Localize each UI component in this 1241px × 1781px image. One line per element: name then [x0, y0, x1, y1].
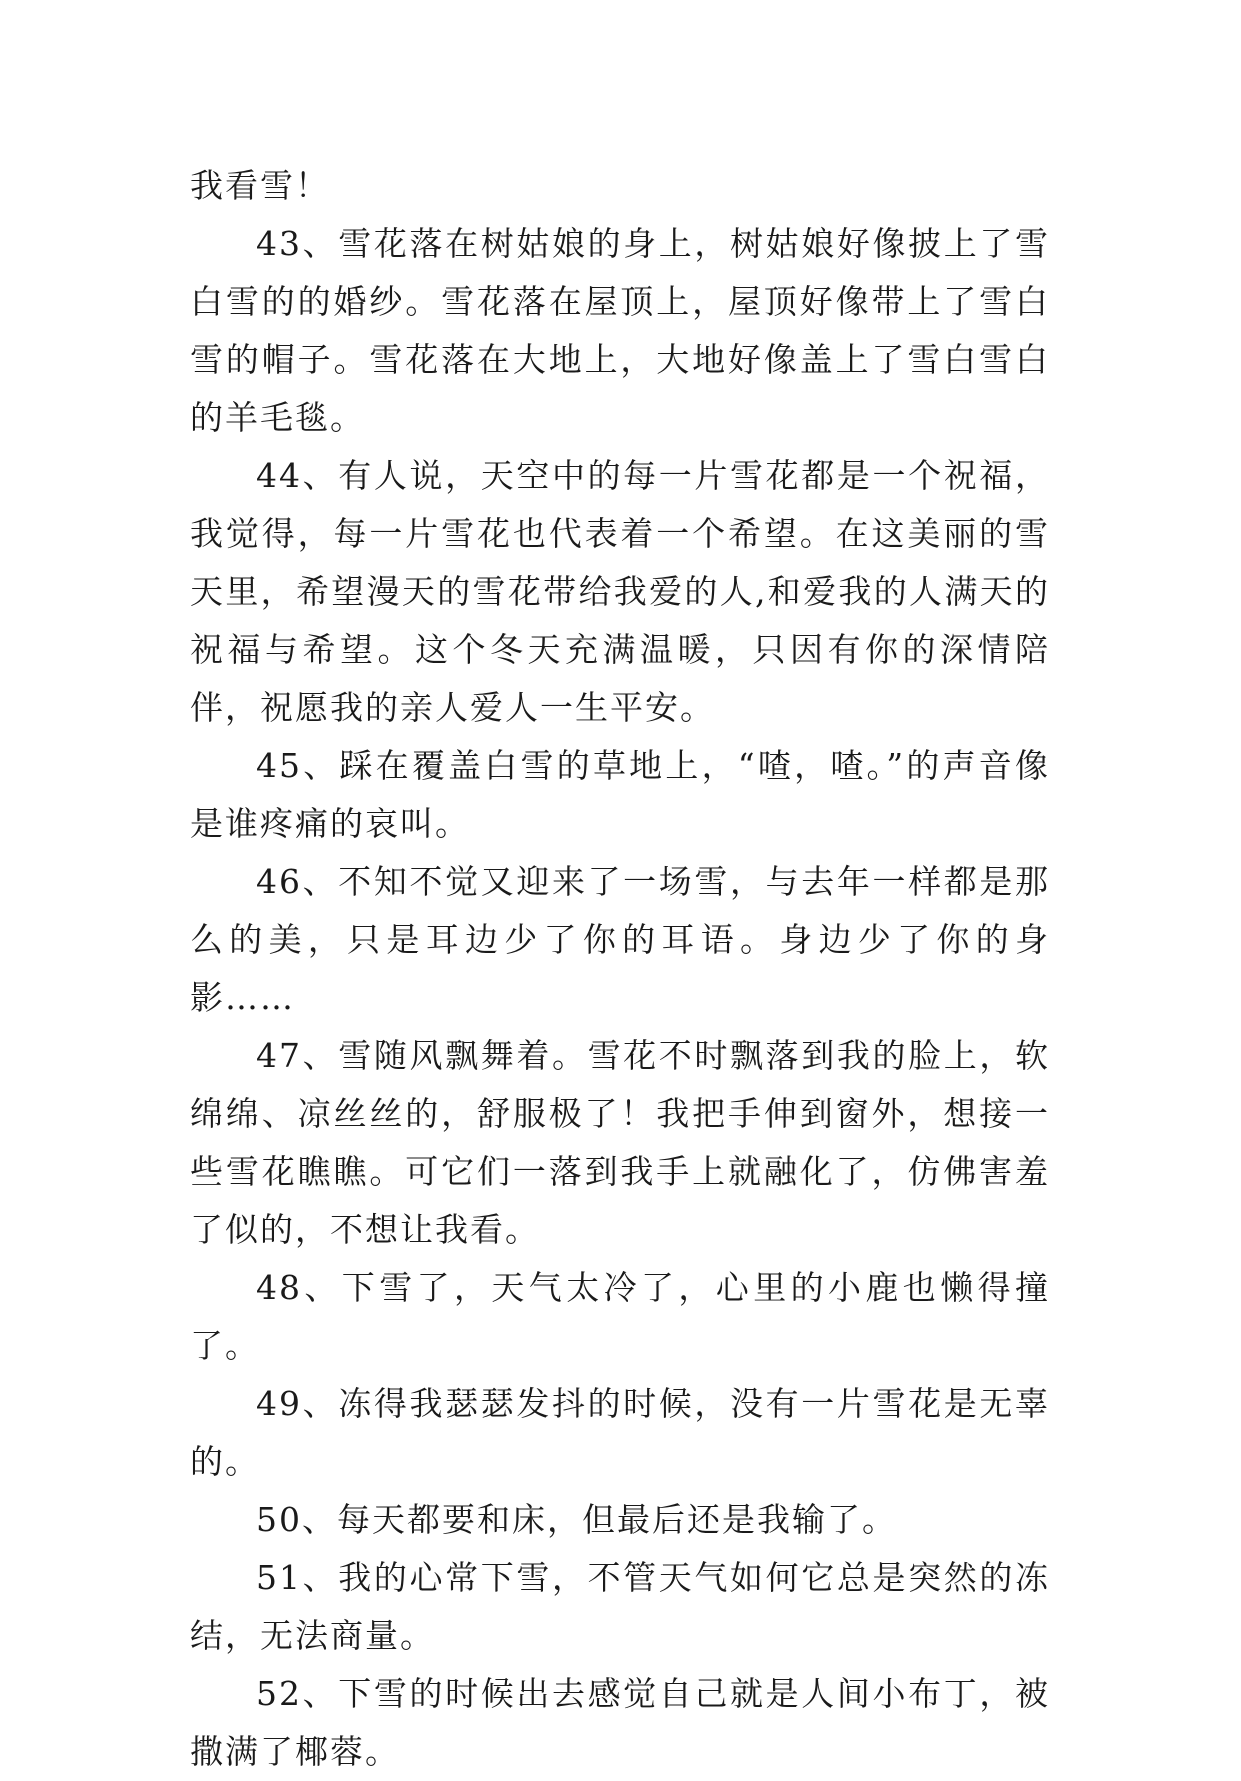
paragraph-48: 48、下雪了，天气太冷了，心里的小鹿也懒得撞了。	[190, 1268, 1050, 1365]
paragraph-46: 46、不知不觉又迎来了一场雪，与去年一样都是那么的美，只是耳边少了你的耳语。身边少了你的身影……	[190, 862, 1050, 1017]
paragraph-43: 43、雪花落在树姑娘的身上，树姑娘好像披上了雪白雪的的婚纱。雪花落在屋顶上，屋顶好像带上了雪白雪的帽子。雪花落在大地上，大地好像盖上了雪白雪白的羊毛毯。	[190, 224, 1050, 437]
paragraph-44: 44、有人说，天空中的每一片雪花都是一个祝福，我觉得，每一片雪花也代表着一个希望。在这美丽的雪天里，希望漫天的雪花带给我爱的人,和爱我的人满天的祝福与希望。这个冬天充满温暖，只因有你的深情陪伴，祝愿我的亲人爱人一生平安。	[190, 456, 1050, 727]
paragraph-50: 50、每天都要和床，但最后还是我输了。	[256, 1500, 897, 1539]
paragraph-51: 51、我的心常下雪，不管天气如何它总是突然的冻结，无法商量。	[190, 1558, 1050, 1655]
body-text	[190, 157, 1050, 1781]
paragraph-45: 45、踩在覆盖白雪的草地上，“喳，喳。”的声音像是谁疼痛的哀叫。	[190, 746, 1050, 843]
paragraph-52: 52、下雪的时候出去感觉自己就是人间小布丁，被撒满了椰蓉。	[190, 1674, 1050, 1771]
paragraph-47: 47、雪随风飘舞着。雪花不时飘落到我的脸上，软绵绵、凉丝丝的，舒服极了！我把手伸到窗外，想接一些雪花瞧瞧。可它们一落到我手上就融化了，仿佛害羞了似的，不想让我看。	[190, 1036, 1050, 1249]
paragraph-42-continued: 我看雪！	[190, 166, 330, 205]
paragraph-49: 49、冻得我瑟瑟发抖的时候，没有一片雪花是无辜的。	[190, 1384, 1050, 1481]
